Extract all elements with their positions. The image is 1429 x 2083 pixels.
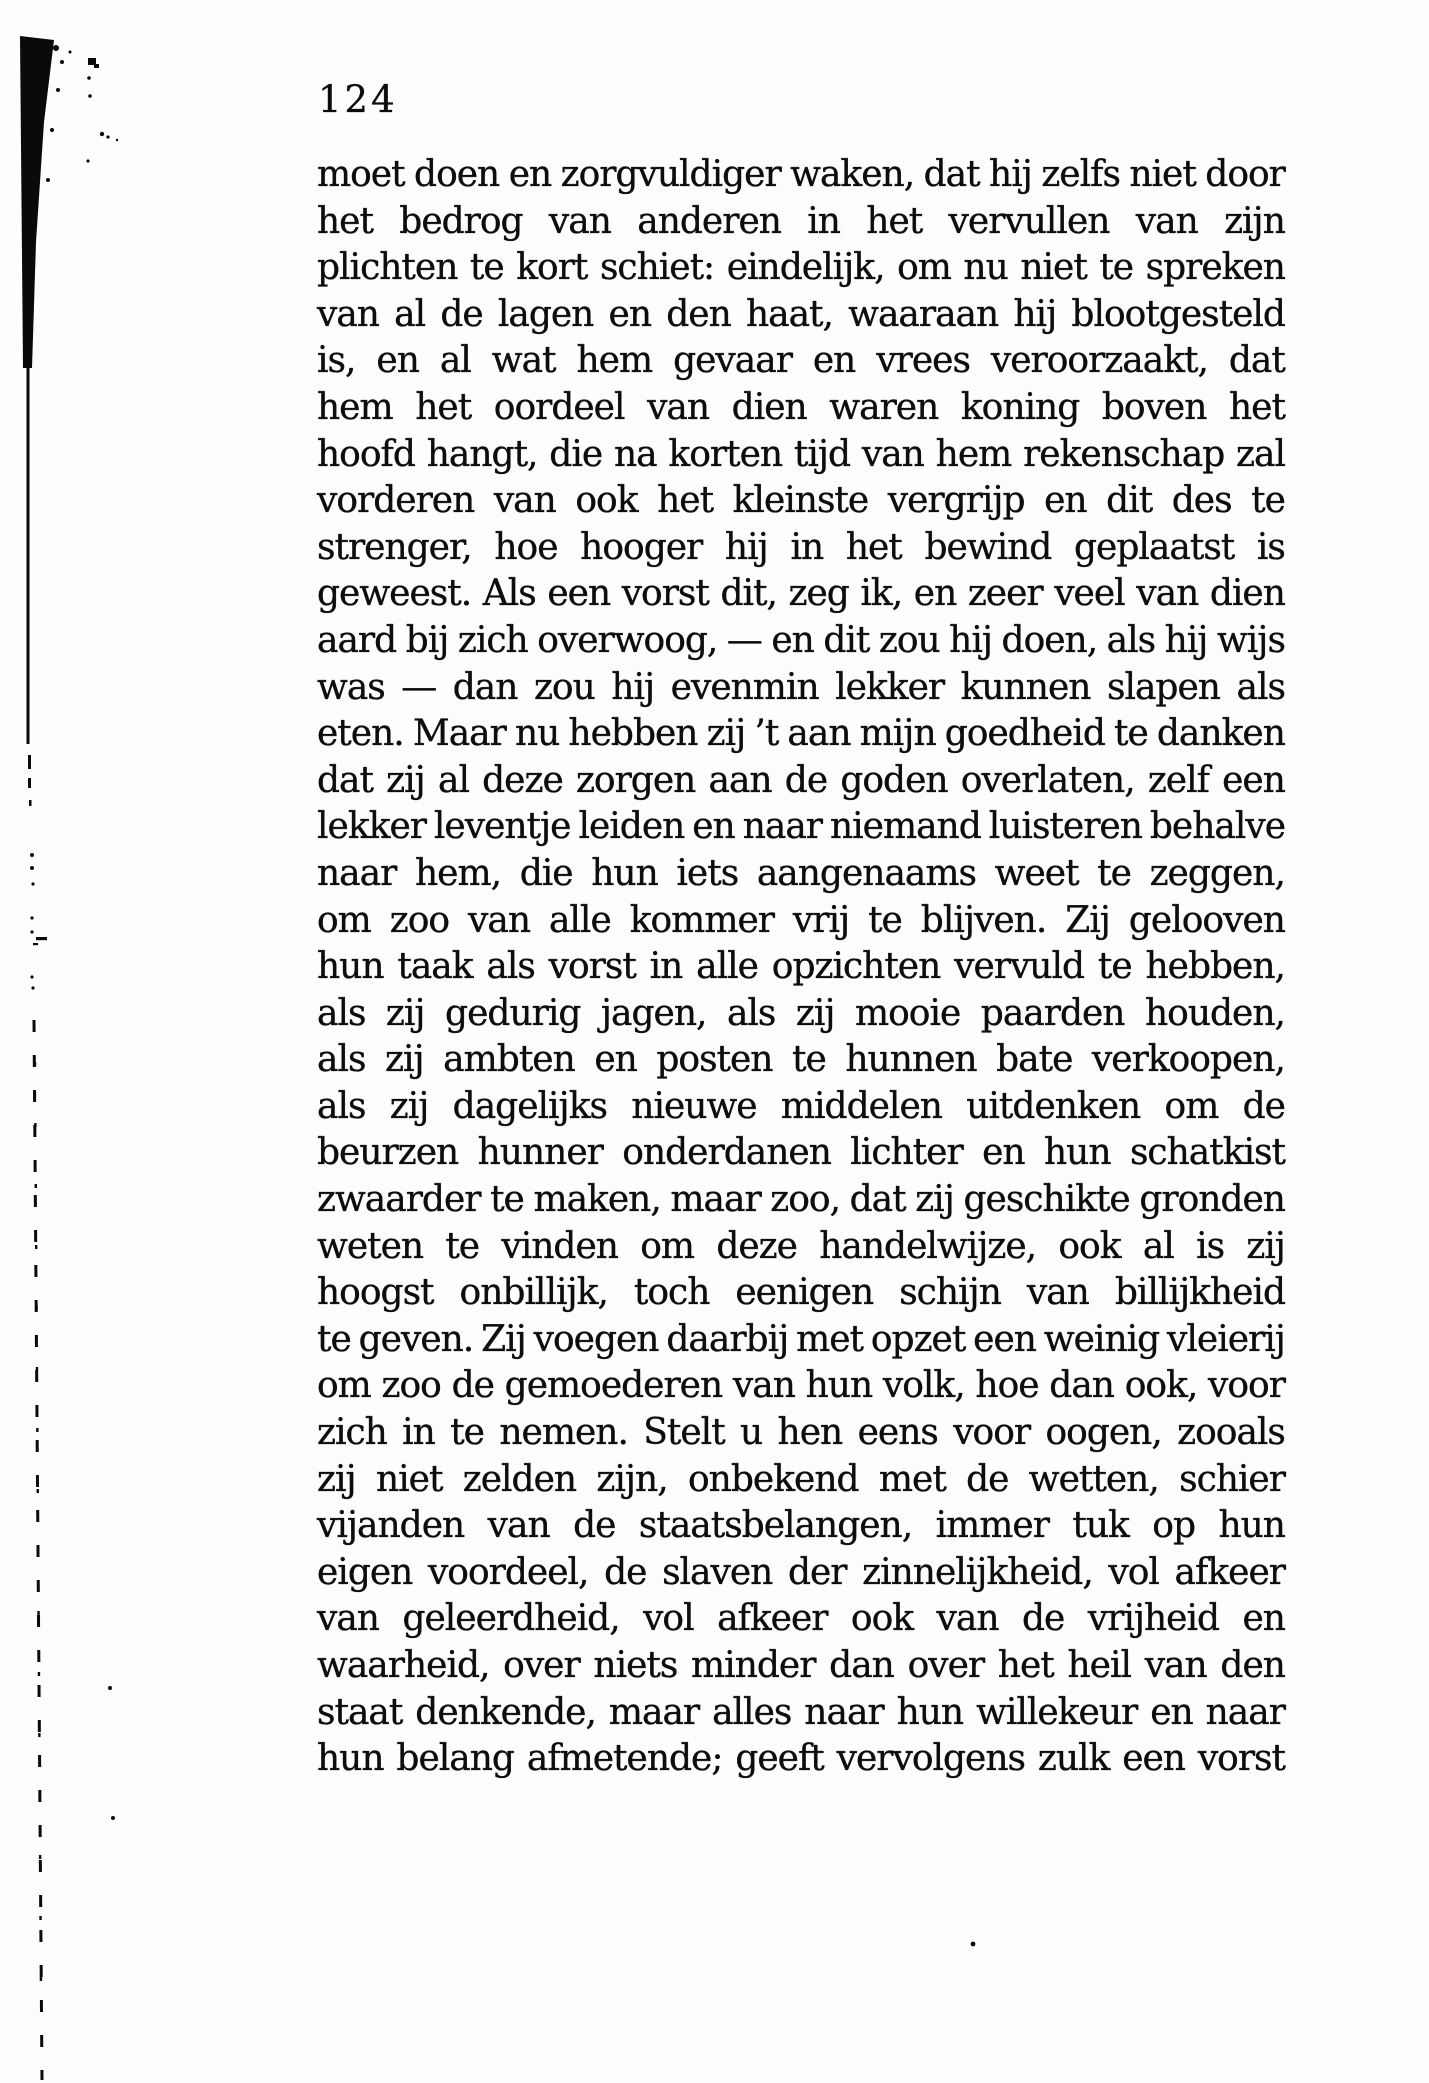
text-line: om zoo van alle kommer vrij te blijven. Zij gelooven xyxy=(317,899,1285,941)
text-line: hun taak als vorst in alle opzichten vervuld te hebben, xyxy=(317,946,1285,988)
text-line: zich in te nemen. Stelt u hen eens voor oogen, zooals xyxy=(317,1412,1285,1454)
text-line: was — dan zou hij evenmin lekker kunnen slapen als xyxy=(317,666,1285,708)
text-line: zwaarder te maken, maar zoo, dat zij geschikte gronden xyxy=(317,1179,1285,1221)
text-line: weten te vinden om deze handelwijze, ook al is zij xyxy=(317,1225,1285,1267)
text-line: lekker leventje leiden en naar niemand luisteren behalve xyxy=(317,806,1285,848)
text-line: waarheid, over niets minder dan over het heil van den xyxy=(317,1645,1285,1686)
text-line: dat zij al deze zorgen aan de goden overlaten, zelf een xyxy=(317,759,1285,801)
text-line: als zij ambten en posten te hunnen bate verkoopen, xyxy=(317,1039,1285,1081)
ink-speck xyxy=(111,1816,115,1820)
text-line: strenger, hoe hooger hij in het bewind geplaatst is xyxy=(317,526,1285,568)
text-line: als zij dagelijks nieuwe middelen uitdenken om de xyxy=(317,1085,1285,1127)
text-line: vorderen van ook het kleinste vergrijp en dit des te xyxy=(317,480,1285,522)
text-line: eigen voordeel, de slaven der zinnelijkheid, vol afkeer xyxy=(317,1551,1285,1593)
text-line: naar hem, die hun iets aangenaams weet te zeggen, xyxy=(317,852,1285,894)
text-line: van geleerdheid, vol afkeer ook van de vrijheid en xyxy=(317,1598,1285,1640)
ink-speck xyxy=(108,1686,112,1690)
text-line: om zoo de gemoederen van hun volk, hoe dan ook, voor xyxy=(317,1365,1285,1407)
text-line: staat denkende, maar alles naar hun willekeur en naar xyxy=(317,1691,1285,1733)
text-line: aard bij zich overwoog, — en dit zou hij doen, als hij wijs xyxy=(317,619,1285,661)
text-line: vijanden van de staatsbelangen, immer tuk op hun xyxy=(317,1505,1285,1547)
text-line: van al de lagen en den haat, waaraan hij blootgesteld xyxy=(317,293,1285,335)
text-line: het bedrog van anderen in het vervullen van zijn xyxy=(317,200,1285,242)
binding-smudge xyxy=(20,36,54,368)
ink-speck xyxy=(971,1942,976,1947)
text-line: te geven. Zij voegen daarbij met opzet een weinig vleierij xyxy=(317,1318,1285,1360)
text-line: hem het oordeel van dien waren koning boven het xyxy=(317,386,1285,428)
text-line: hun belang afmetende; geeft vervolgens zulk een vorst xyxy=(317,1738,1285,1780)
text-line: eten. Maar nu hebben zij ’t aan mijn goedheid te danken xyxy=(317,713,1285,755)
ink-speck xyxy=(88,58,96,65)
body-text xyxy=(317,154,1285,1785)
text-line: is, en al wat hem gevaar en vrees veroorzaakt, dat xyxy=(317,340,1285,382)
page-number: 124 xyxy=(318,78,398,121)
text-line: zij niet zelden zijn, onbekend met de wetten, schier xyxy=(317,1458,1285,1500)
gutter-dotted-line xyxy=(34,1020,42,2080)
text-line: als zij gedurig jagen, als zij mooie paarden houden, xyxy=(317,992,1285,1034)
text-line: beurzen hunner onderdanen lichter en hun schatkist xyxy=(317,1132,1285,1174)
text-line: geweest. Als een vorst dit, zeg ik, en zeer veel van dien xyxy=(317,573,1285,615)
text-line: hoogst onbillijk, toch eenigen schijn van billijkheid xyxy=(317,1272,1285,1314)
text-line: hoofd hangt, die na korten tijd van hem rekenschap zal xyxy=(317,433,1285,475)
text-line: moet doen en zorgvuldiger waken, dat hij zelfs niet door xyxy=(317,154,1285,195)
margin-dash xyxy=(36,937,47,940)
text-line: plichten te kort schiet: eindelijk, om nu niet te spreken xyxy=(317,247,1285,289)
gutter-line xyxy=(27,362,30,744)
